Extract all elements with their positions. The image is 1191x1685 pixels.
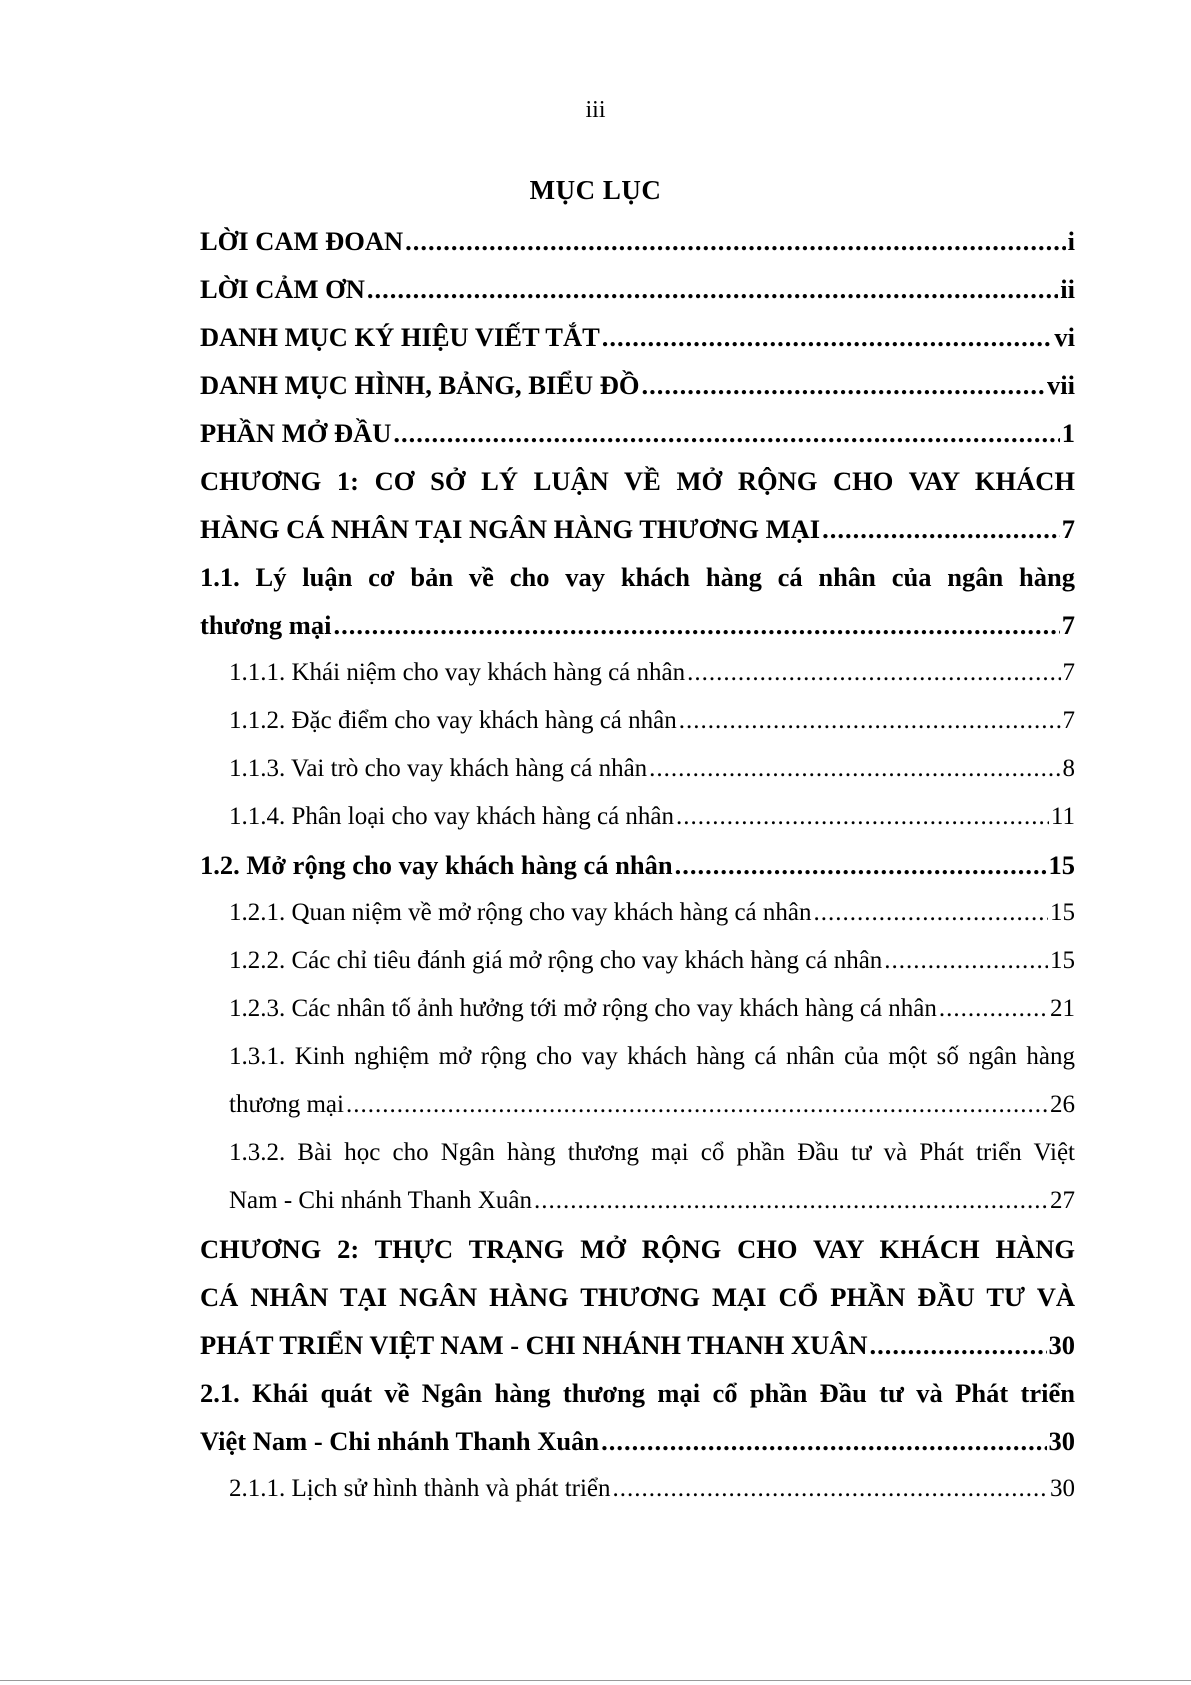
toc-entry-page: 1 (1061, 418, 1075, 448)
dot-leader (870, 1321, 1047, 1369)
dot-leader (884, 937, 1048, 985)
toc-entry-page: 15 (1050, 947, 1075, 974)
toc-entry-1-2-2 (200, 937, 1075, 985)
toc-entry-page: i (1067, 226, 1075, 256)
toc-entry-page: 15 (1050, 899, 1075, 926)
toc-entry-page: 8 (1062, 755, 1075, 782)
dot-leader (393, 409, 1059, 457)
toc-entry-label: HÀNG CÁ NHÂN TẠI NGÂN HÀNG THƯƠNG MẠI (200, 514, 821, 544)
dot-leader (613, 1465, 1048, 1513)
toc-entry-2-1-1 (200, 1465, 1075, 1513)
table-of-contents (200, 217, 1075, 1513)
toc-entry-1-3-1-line-1: 1.3.1. Kinh nghiệm mở rộng cho vay khách hàng cá nhân của một số ngân hàng (229, 1043, 1075, 1070)
toc-entry-label: Việt Nam - Chi nhánh Thanh Xuân (200, 1426, 600, 1456)
toc-entry-1-1-2 (200, 697, 1075, 745)
toc-entry-1-1-4 (200, 793, 1075, 841)
toc-entry-page: vii (1047, 370, 1075, 400)
toc-entry-label: PHẦN MỞ ĐẦU (200, 418, 392, 448)
toc-title: MỤC LỤC (529, 175, 662, 205)
toc-entry-label: 1.2.1. Quan niệm về mở rộng cho vay khách hàng cá nhân (229, 899, 812, 926)
toc-entry-label: thương mại (200, 610, 332, 640)
toc-entry-chuong-2-line-2: CÁ NHÂN TẠI NGÂN HÀNG THƯƠNG MẠI CỔ PHẦN ĐẦU TƯ VÀ (200, 1282, 1075, 1312)
dot-leader (679, 697, 1061, 745)
toc-entry-page: 7 (1062, 659, 1075, 686)
toc-entry-page: vi (1054, 322, 1075, 352)
toc-entry-hinh-bang-bieu-do (200, 361, 1075, 409)
toc-entry-label: DANH MỤC HÌNH, BẢNG, BIỂU ĐỒ (200, 370, 640, 400)
toc-entry-1-3-2-line-1: 1.3.2. Bài học cho Ngân hàng thương mại cổ phần Đầu tư và Phát triển Việt (229, 1139, 1075, 1166)
toc-entry-phan-mo-dau (200, 409, 1075, 457)
toc-entry-1-1-line-1: 1.1. Lý luận cơ bản về cho vay khách hàng cá nhân của ngân hàng (200, 562, 1075, 592)
toc-entry-page: 27 (1050, 1187, 1075, 1214)
toc-entry-page: 21 (1050, 995, 1075, 1022)
dot-leader (939, 985, 1048, 1033)
toc-entry-label: 1.1.4. Phân loại cho vay khách hàng cá nhân (229, 803, 675, 830)
dot-leader (534, 1177, 1048, 1225)
toc-entry-page: 7 (1061, 610, 1075, 640)
bottom-edge-rule (0, 1680, 1191, 1681)
toc-entry-label: thương mại (229, 1091, 344, 1118)
dot-leader (687, 649, 1060, 697)
toc-entry-page: 26 (1050, 1091, 1075, 1118)
toc-entry-chuong-1 (200, 505, 1075, 553)
dot-leader (641, 361, 1045, 409)
toc-entry-label: LỜI CAM ĐOAN (200, 226, 404, 256)
toc-entry-label: 1.1.2. Đặc điểm cho vay khách hàng cá nhân (229, 707, 677, 734)
toc-entry-label: Nam - Chi nhánh Thanh Xuân (229, 1187, 532, 1214)
dot-leader (367, 265, 1058, 313)
dot-leader (814, 889, 1049, 937)
dot-leader (405, 217, 1065, 265)
toc-entry-1-1-3 (200, 745, 1075, 793)
toc-entry-label: 1.1.3. Vai trò cho vay khách hàng cá nhân (229, 755, 648, 782)
toc-entry-label: 2.1.1. Lịch sử hình thành và phát triển (229, 1475, 611, 1502)
toc-entry-page: 7 (1061, 514, 1075, 544)
dot-leader (346, 1081, 1048, 1129)
dot-leader (675, 841, 1047, 889)
toc-entry-2-1-line-1: 2.1. Khái quát về Ngân hàng thương mại cổ phần Đầu tư và Phát triển (200, 1378, 1075, 1408)
toc-entry-1-1-1 (200, 649, 1075, 697)
toc-entry-label: 1.2.3. Các nhân tố ảnh hưởng tới mở rộng cho vay khách hàng cá nhân (229, 995, 937, 1022)
toc-entry-1-2-1 (200, 889, 1075, 937)
toc-entry-2-1 (200, 1417, 1075, 1465)
toc-entry-chuong-2 (200, 1321, 1075, 1369)
dot-leader (676, 793, 1049, 841)
dot-leader (601, 1417, 1046, 1465)
page-number: iii (585, 97, 606, 123)
toc-entry-1-2 (200, 841, 1075, 889)
toc-entry-loi-cam-doan (200, 217, 1075, 265)
toc-entry-label: LỜI CẢM ƠN (200, 274, 365, 304)
toc-entry-ky-hieu-viet-tat (200, 313, 1075, 361)
toc-entry-label: 1.2. Mở rộng cho vay khách hàng cá nhân (200, 850, 673, 880)
dot-leader (822, 505, 1060, 553)
toc-entry-page: ii (1060, 274, 1075, 304)
toc-entry-label: 1.1.1. Khái niệm cho vay khách hàng cá nhân (229, 659, 686, 686)
toc-entry-page: 30 (1048, 1426, 1075, 1456)
toc-entry-page: 11 (1050, 803, 1075, 830)
dot-leader (333, 601, 1059, 649)
toc-entry-page: 30 (1048, 1330, 1075, 1360)
toc-entry-1-2-3 (200, 985, 1075, 1033)
toc-entry-loi-cam-on (200, 265, 1075, 313)
toc-entry-page: 15 (1048, 850, 1075, 880)
toc-entry-page: 30 (1050, 1475, 1075, 1502)
toc-entry-label: 1.2.2. Các chỉ tiêu đánh giá mở rộng cho vay khách hàng cá nhân (229, 947, 883, 974)
toc-entry-page: 7 (1062, 707, 1075, 734)
dot-leader (602, 313, 1053, 361)
toc-entry-1-1 (200, 601, 1075, 649)
dot-leader (649, 745, 1060, 793)
toc-entry-chuong-1-line-1: CHƯƠNG 1: CƠ SỞ LÝ LUẬN VỀ MỞ RỘNG CHO VAY KHÁCH (200, 466, 1075, 496)
toc-entry-1-3-2 (200, 1177, 1075, 1225)
toc-entry-chuong-2-line-1: CHƯƠNG 2: THỰC TRẠNG MỞ RỘNG CHO VAY KHÁCH HÀNG (200, 1234, 1075, 1264)
toc-entry-label: DANH MỤC KÝ HIỆU VIẾT TẮT (200, 322, 600, 352)
toc-entry-label: PHÁT TRIỂN VIỆT NAM - CHI NHÁNH THANH XUÂN (200, 1330, 868, 1360)
toc-entry-1-3-1 (200, 1081, 1075, 1129)
